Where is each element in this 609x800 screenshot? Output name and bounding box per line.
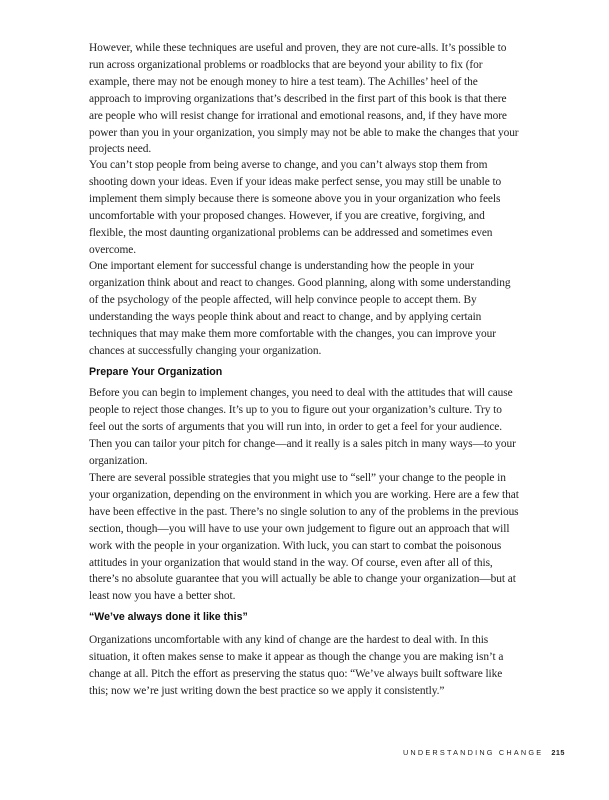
paragraph-2: You can’t stop people from being averse to change, and you can’t always stop them from shooting down your ideas. Even if your ideas make perfect sense, you may still be unable to implement them simply because there is someone above you in your organization who feels uncomfortable with your proposed changes. However, if you are creative, forgiving, and flexible, the most daunting organizational problems can be addressed and sometimes even overcome.	[89, 159, 502, 256]
paragraph-1: However, while these techniques are useful and proven, they are not cure-alls. It’s possible to run across organizational problems or roadblocks that are beyond your ability to fix (for example, there may not be enough money to hire a test team). The Achilles’ heel of the approach to improving organizations that’s described in the first part of this book is that there are people who will resist change for irrational and emotional reasons, and, if they have more power than you in your organization, you simply may not be able to make the changes that your projects need.	[89, 42, 519, 156]
paragraph-3: One important element for successful change is understanding how the people in your organization think about and react to changes. Good planning, along with some understanding of the psychology of the people affected, will help convince people to accept them. By understanding the ways people think about and react to change, and by applying certain techniques that may make them more comfortable with the changes, you can improve your chances at successfully changing your organization.	[89, 260, 511, 357]
page-number: 215	[551, 748, 565, 757]
running-chapter-title: UNDERSTANDING CHANGE	[402, 748, 544, 757]
section-heading: Prepare Your Organization	[89, 366, 223, 378]
page-footer	[403, 748, 565, 757]
paragraph-5: There are several possible strategies that you might use to “sell” your change to the people in your organization, depending on the environment in which you are working. Here are a few that have been effective in the past. There’s no single solution to any of the problems in the previous section, though—you will have to use your own judgement to figure out an approach that will work with the people in your organization. With luck, you can start to combat the poisonous attitudes in your organization that would stand in the way. Of course, even after all of this, there’s no absolute guarantee that you will actually be able to change your organization—but at least now you have a better shot.	[89, 472, 519, 603]
subsection-heading: “We’ve always done it like this”	[89, 611, 248, 623]
paragraph-6: Organizations uncomfortable with any kind of change are the hardest to deal with. In this situation, it often makes sense to make it appear as though the change you are making isn’t a change at all. Pitch the effort as preserving the status quo: “We’ve always built software like this; now we’re just writing down the best practice so we apply it consistently.”	[89, 634, 504, 697]
paragraph-4: Before you can begin to implement changes, you need to deal with the attitudes that will cause people to reject those changes. It’s up to you to figure out your organization’s culture. Try to feel out the sorts of arguments that you will run into, in order to get a feel for your audience. Then you can tailor your pitch for change—and it really is a sales pitch in many ways—to your organization.	[89, 387, 516, 467]
